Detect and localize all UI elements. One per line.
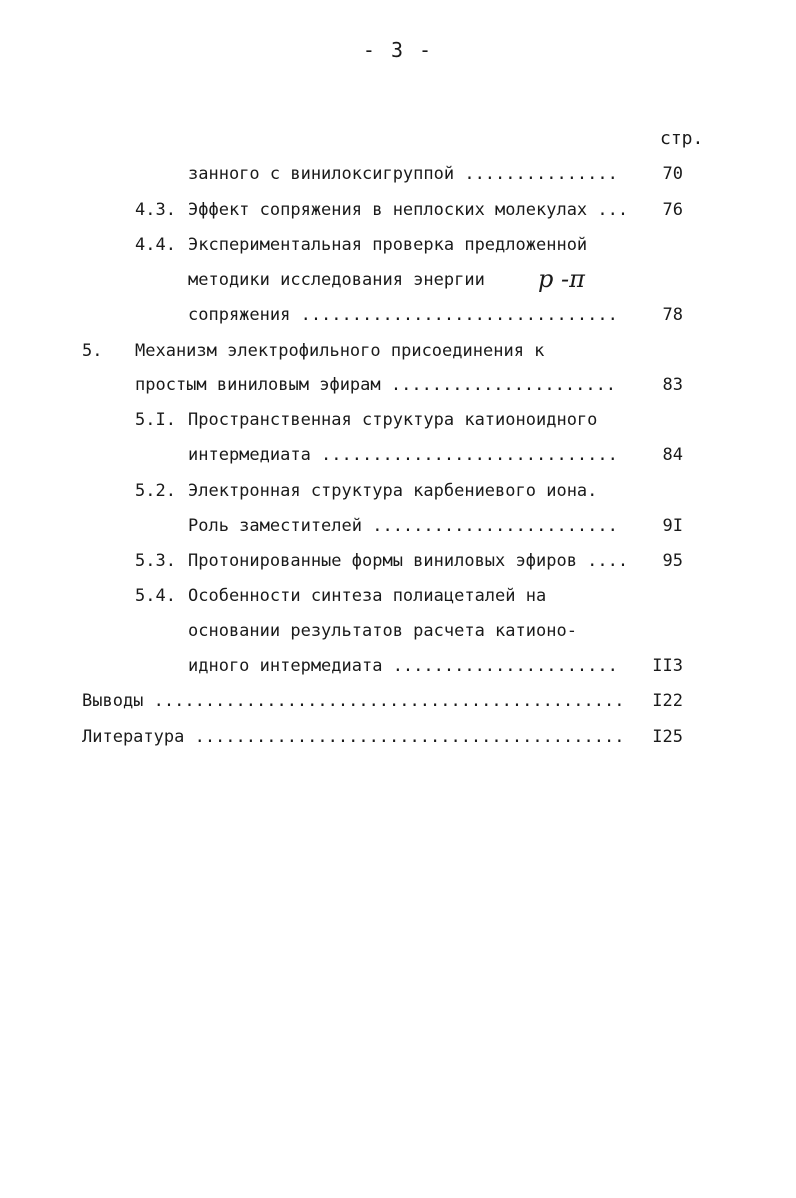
toc-entry-page: 95 — [662, 551, 683, 571]
toc-entry-text: Выводы .............................................. — [82, 691, 625, 711]
toc-entry-text: занного с винилоксигруппой ............... — [188, 164, 618, 184]
toc-entry-page: I25 — [652, 727, 683, 747]
toc-entry-text: Роль заместителей ........................ — [188, 516, 618, 536]
toc-entry-page: 83 — [662, 375, 683, 395]
toc-entry-text: Эффект сопряжения в неплоских молекулах ... — [188, 200, 629, 220]
handwritten-p-pi-symbol: p -π — [538, 265, 585, 293]
toc-entry-text: сопряжения ............................... — [188, 305, 618, 325]
toc-entry-text: Механизм электрофильного присоединения к — [135, 341, 545, 361]
toc-entry-text: Пространственная структура катионоидного — [188, 410, 598, 430]
toc-entry-page: II3 — [652, 656, 683, 676]
toc-entry-page: 9I — [662, 516, 683, 536]
toc-entry-page: 70 — [662, 164, 683, 184]
page-column-label: стр. — [660, 128, 704, 149]
toc-entry-page: 84 — [662, 445, 683, 465]
toc-entry-text: Литература .......................................... — [82, 727, 625, 747]
toc-entry-text: Особенности синтеза полиацеталей на — [188, 586, 547, 606]
toc-entry-text: методики исследования энергии — [188, 270, 485, 290]
toc-entry-text: интермедиата ............................. — [188, 445, 618, 465]
toc-entry-page: I22 — [652, 691, 683, 711]
toc-entry-text: основании результатов расчета катионо- — [188, 621, 577, 641]
toc-entry-page: 78 — [662, 305, 683, 325]
toc-entry-number: 5.2. — [135, 481, 176, 501]
toc-entry-text: Экспериментальная проверка предложенной — [188, 235, 588, 255]
page-number: - 3 - — [362, 38, 434, 62]
toc-entry-number: 5.4. — [135, 586, 176, 606]
toc-entry-page: 76 — [662, 200, 683, 220]
toc-entry-number: 4.4. — [135, 235, 176, 255]
toc-entry-text: идного интермедиата ...................... — [188, 656, 618, 676]
toc-entry-number: 5. — [82, 341, 103, 361]
toc-entry-number: 4.3. — [135, 200, 176, 220]
toc-entry-text: Электронная структура карбениевого иона. — [188, 481, 598, 501]
toc-entry-text: Протонированные формы виниловых эфиров .... — [188, 551, 629, 571]
toc-entry-text: простым виниловым эфирам ...................... — [135, 375, 617, 395]
toc-entry-number: 5.3. — [135, 551, 176, 571]
toc-entry-number: 5.I. — [135, 410, 176, 430]
